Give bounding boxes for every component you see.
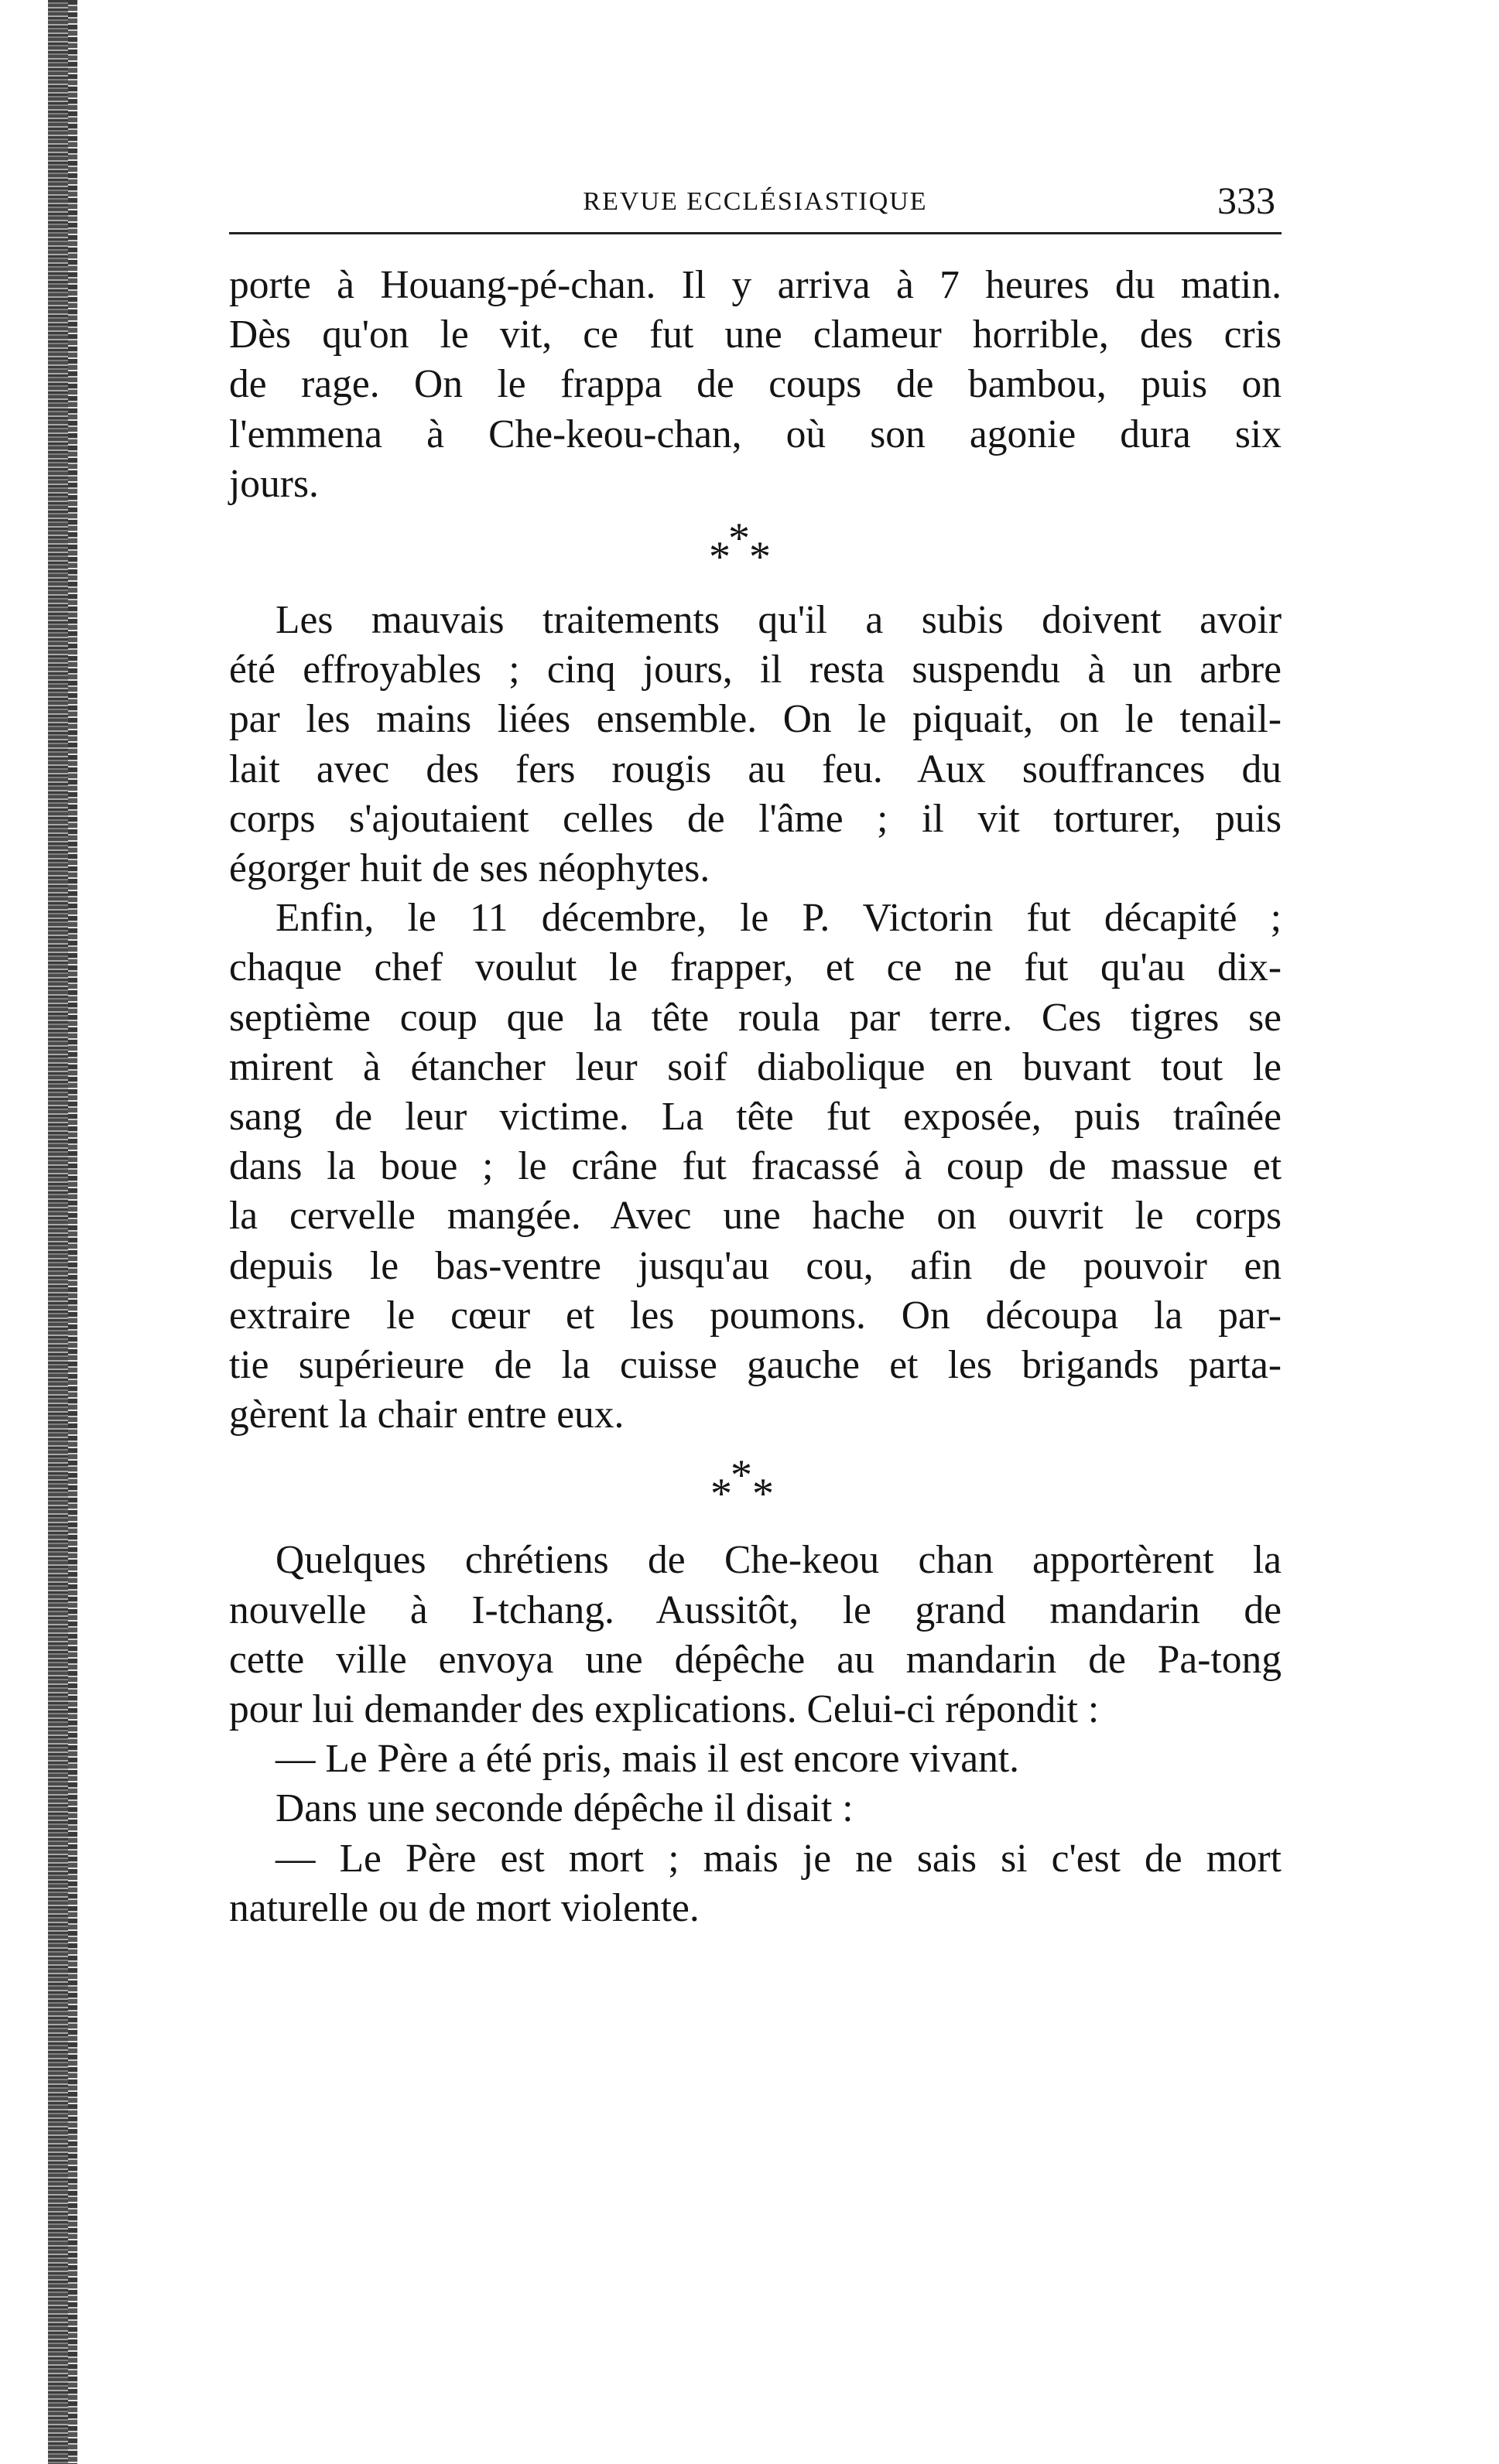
running-head <box>229 178 1282 232</box>
paragraph-line: gèrent la chair entre eux. <box>229 1393 625 1437</box>
paragraph-line: la cervelle mangée. Avec une hache on ouvrit le corps <box>229 1194 1282 1239</box>
page-number: 333 <box>1217 179 1275 222</box>
paragraph-line: Dès qu'on le vit, ce fut une clameur horrible, des cris <box>229 313 1282 357</box>
paragraph-line: — Le Père a été pris, mais il est encore vivant. <box>276 1737 1019 1782</box>
section-3 <box>229 1536 1282 1933</box>
paragraph-line: naturelle ou de mort violente. <box>229 1885 700 1930</box>
paragraph-line: égorger huit de ses néophytes. <box>229 846 710 891</box>
scanned-binding-shadow <box>68 0 77 2464</box>
book-page <box>229 178 1282 1933</box>
section-1 <box>229 261 1282 509</box>
paragraph-line: septième coup que la tête roula par terre. Ces tigres se <box>229 995 1282 1040</box>
paragraph-line: depuis le bas-ventre jusqu'au cou, afin de pouvoir en <box>229 1243 1282 1288</box>
paragraph-line: mirent à étancher leur soif diabolique en buvant tout le <box>229 1044 1282 1089</box>
paragraph-line: par les mains liées ensemble. On le piquait, on le tenail- <box>229 697 1282 742</box>
paragraph-line: Enfin, le 11 décembre, le P. Victorin fut décapité ; <box>276 896 1282 941</box>
paragraph-line: corps s'ajoutaient celles de l'âme ; il vit torturer, puis <box>229 796 1282 841</box>
paragraph-line: cette ville envoya une dépêche au mandarin de Pa-tong <box>229 1637 1282 1682</box>
section-2 <box>229 596 1282 1440</box>
asterism-star: * <box>749 533 771 582</box>
paragraph-line: Quelques chrétiens de Che-keou chan apportèrent la <box>276 1538 1282 1583</box>
paragraph-line: — Le Père est mort ; mais je ne sais si c'est de mort <box>276 1836 1282 1881</box>
asterism-separator <box>229 509 1282 596</box>
asterism-star: * <box>710 1470 732 1519</box>
paragraph-line: extraire le cœur et les poumons. On découpa la par- <box>229 1293 1282 1338</box>
paragraph-line: de rage. On le frappa de coups de bambou, puis on <box>229 362 1282 407</box>
asterism-separator <box>229 1440 1282 1536</box>
paragraph-line: lait avec des fers rougis au feu. Aux souffrances du <box>229 747 1282 791</box>
paragraph-line: porte à Houang-pé-chan. Il y arriva à 7 heures du matin. <box>229 263 1282 307</box>
paragraph-line: sang de leur victime. La tête fut exposée, puis traînée <box>229 1095 1282 1140</box>
paragraph-line: été effroyables ; cinq jours, il resta suspendu à un arbre <box>229 648 1282 692</box>
paragraph-line: Dans une seconde dépêche il disait : <box>276 1786 854 1831</box>
paragraph-line: Les mauvais traitements qu'il a subis doivent avoir <box>276 598 1282 643</box>
paragraph-line: jours. <box>229 461 319 506</box>
paragraph-line: nouvelle à I-tchang. Aussitôt, le grand mandarin de <box>229 1587 1282 1632</box>
asterism-star: * <box>728 514 750 563</box>
header-rule <box>229 232 1282 234</box>
asterism-star: * <box>709 533 731 582</box>
paragraph-line: chaque chef voulut le frapper, et ce ne fut qu'au dix- <box>229 945 1282 990</box>
paragraph-line: tie supérieure de la cuisse gauche et les brigands parta- <box>229 1343 1282 1388</box>
paragraph-line: dans la boue ; le crâne fut fracassé à coup de massue et <box>229 1144 1282 1189</box>
asterism-star: * <box>752 1470 774 1519</box>
paragraph-line: pour lui demander des explications. Celui-ci répondit : <box>229 1687 1100 1732</box>
running-title: REVUE ECCLÉSIASTIQUE <box>583 187 928 216</box>
paragraph-line: l'emmena à Che-keou-chan, où son agonie dura six <box>229 412 1282 456</box>
asterism-star: * <box>731 1451 752 1500</box>
